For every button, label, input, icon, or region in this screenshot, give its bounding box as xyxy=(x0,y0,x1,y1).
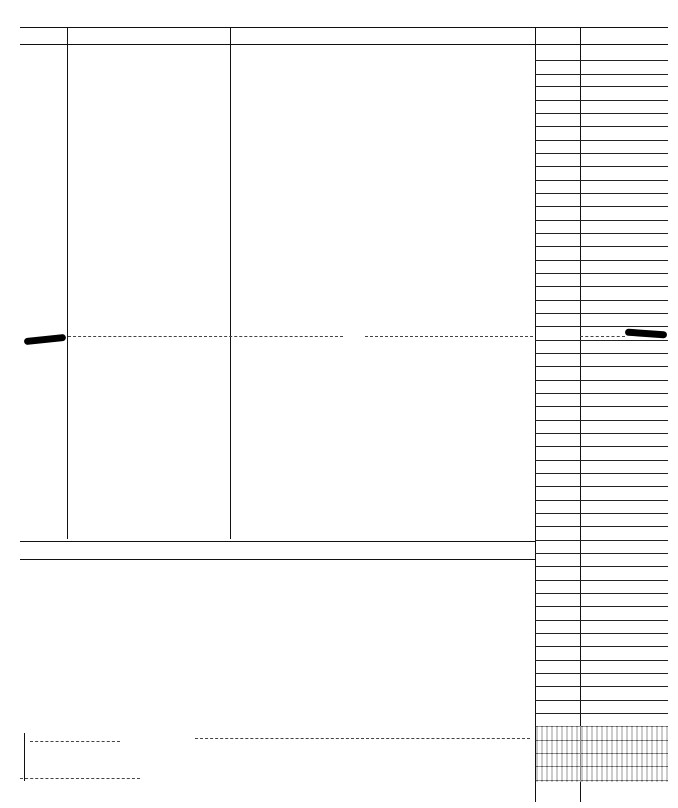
scan-noise-bottom-right xyxy=(536,726,668,782)
fold-line-mid xyxy=(365,336,533,338)
locator-claim-divider xyxy=(230,27,231,539)
bottom-left-mark xyxy=(24,733,25,781)
ink-smudge-left xyxy=(24,334,67,345)
bottom-scan-line-1 xyxy=(30,741,120,743)
year-locator-divider xyxy=(67,27,68,539)
bottom-scan-line-3 xyxy=(20,778,140,780)
fold-line-right xyxy=(580,336,625,338)
agent-section-bottom-rule xyxy=(20,559,535,560)
assessment-ruling xyxy=(535,0,668,808)
agent-section-top-rule xyxy=(20,541,535,542)
bottom-scan-line-2 xyxy=(195,738,530,740)
fold-line-left xyxy=(68,336,343,338)
